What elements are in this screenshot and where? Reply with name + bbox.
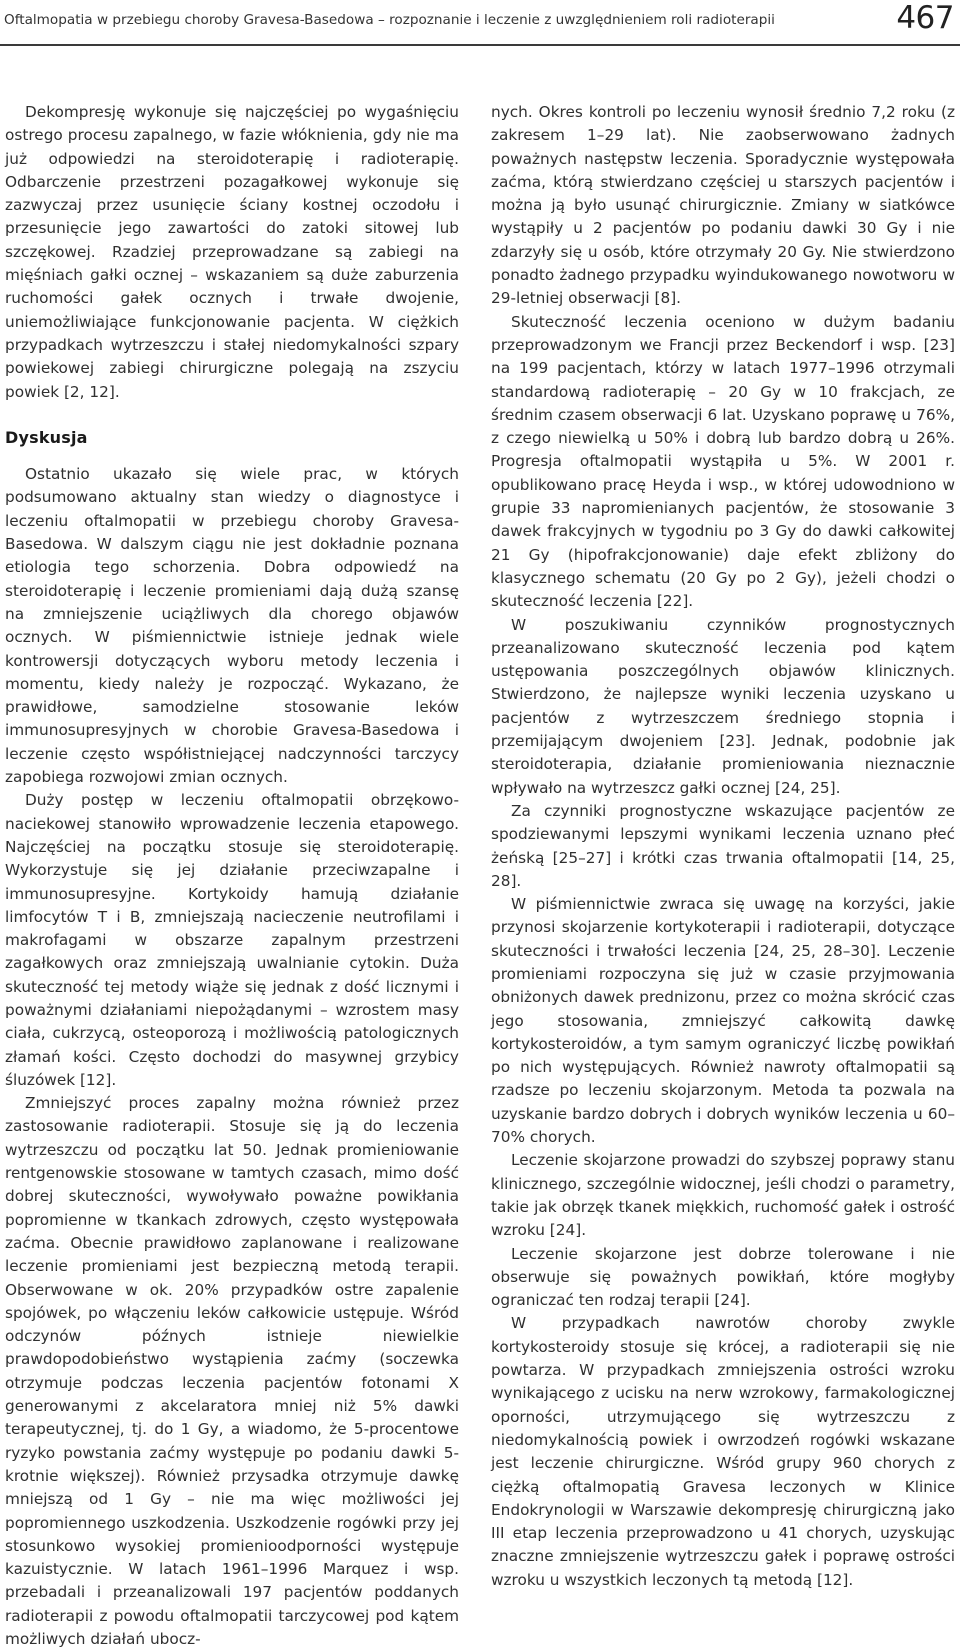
- paragraph-steroid-therapy: Duży postęp w leczeniu oftalmopatii obrzękowo-naciekowej stanowiło wprowadzenie leczenia etapowego. Najczęściej na początku stosuje się steroidoterapię. Wykorzystuje się jej działanie przeciwzapalne i immunosupresyjne. Kortykoidy hamują działanie limfocytów T i B, zmniejszają nacieczenie neutrofilami i makrofagami w obszarze zapalnym przestrzeni zagałkowych oraz zmniejszają uwalnianie cytokin. Duża skuteczność tej metody wiąże się jednak z dość licznymi i poważnymi działaniami niepożądanymi – wzrostem masy ciała, cukrzycą, osteoporozą i możliwością patologicznych złamań kości. Często dochodzi do masywnej grzybicy śluzówek [12].: [5, 791, 459, 1089]
- paragraph-continued: nych. Okres kontroli po leczeniu wynosił średnio 7,2 roku (z zakresem 1–29 lat). Nie zaobserwowano żadnych poważnych następstw leczenia. Sporadycznie występowała zaćma, którą stwierdzano częściej u starszych pacjentów i można ją było usunąć chirurgicznie. Zmiany w siatkówce wystąpiły u 2 pacjentów po podaniu dawki 30 Gy i nie zdarzyły się u osób, które otrzymały 20 Gy. Nie stwierdzono ponadto żadnego przypadku wyindukowanego nowotworu w 29-letniej obserwacji [8].: [491, 103, 955, 308]
- paragraph-combined-improvement: Leczenie skojarzone prowadzi do szybszej poprawy stanu klinicznego, szczególnie widocznej, jeśli chodzi o parametry, takie jak obrzęk tkanek miękkich, ruchomość gałek i ostrość wzroku [24].: [491, 1151, 955, 1240]
- paragraph-gender-factor: Za czynniki prognostyczne wskazujące pacjentów ze spodziewanymi lepszymi wynikami leczenia uznano płeć żeńską [25–27] i krótki czas trwania oftalmopatii [14, 25, 28].: [491, 801, 955, 890]
- section-heading-discussion: Dyskusja: [5, 427, 88, 447]
- paragraph-relapse: W przypadkach nawrotów choroby zwykle kortykosteroidy stosuje się krócej, a radioterapii się nie powtarza. W przypadkach zmniejszenia ostrości wzroku wynikającego z ucisku na nerw wzrokowy, farmakologicznej oporności, utrzymującego się wytrzeszczu z niedomykalnością powiek i owrzodzeń rogówki wskazane jest leczenie chirurgiczne. Wśród grupy 960 chorych z ciężką oftalmopatią Gravesa leczonych w Klinice Endokrynologii w Warszawie dekompresję chirurgiczną jako III etap leczenia przeprowadzono u 41 chorych, uzyskując znaczne zmniejszenie wytrzeszczu gałek i poprawę ostrości wzroku u wszystkich leczonych tą metodą [12].: [491, 1314, 955, 1589]
- paragraph-prognostic-factors: W poszukiwaniu czynników prognostycznych przeanalizowano skuteczność leczenia pod kątem ustępowania poszczególnych objawów klinicznych. Stwierdzono, że najlepsze wyniki leczenia uzyskano u pacjentów z wytrzeszczem średniego stopnia i przemijającym dwojeniem [23]. Jednak, podobnie jak steroidoterapia, działanie promieniowania nieznacznie wpływało na wytrzeszcz gałki ocznej [24, 25].: [491, 615, 955, 797]
- paragraph-decompression: Dekompresję wykonuje się najczęściej po wygaśnięciu ostrego procesu zapalnego, w fazie włóknienia, gdy nie ma już odpowiedzi na steroidoterapię i radioterapię. Odbarczenie przestrzeni pozagałkowej wykonuje się zazwyczaj przez usunięcie ściany kostnej oczodołu i przesunięcie jego zawartości do zatoki sitowej lub szczękowej. Rzadziej przeprowadzane są zabiegi na mięśniach gałki ocznej – wskazaniem są duże zaburzenia ruchomości gałek ocznych i trwałe dwojenie, uniemożliwiające funkcjonowanie pacjenta. W ciężkich przypadkach wytrzeszczu i stałej niedomykalności szpary powiekowej zabiegi chirurgiczne polegają na zszyciu powiek [2, 12].: [5, 103, 459, 401]
- running-title: Oftalmopatia w przebiegu choroby Gravesa-Basedowa – rozpoznanie i leczenie z uwzględnieniem roli radioterapii: [4, 12, 775, 28]
- paragraph-radiotherapy: Zmniejszyć proces zapalny można również przez zastosowanie radioterapii. Stosuje się ją do leczenia wytrzeszczu od początku lat 50. Jednak promieniowanie rentgenowskie stosowane w tamtych czasach, mimo dość dobrej skuteczności, wywoływało poważne powikłania popromienne w tkankach zdrowych, często występowała zaćma. Obecnie prawidłowo zaplanowane i realizowane leczenie promieniami jest bezpieczną metodą terapii. Obserwowane w ok. 20% przypadków ostre zapalenie spojówek, po włączeniu leków całkowicie ustępuje. Wśród odczynów późnych istnieje niewielkie prawdopodobieństwo wystąpienia zaćmy (soczewka otrzymuje podczas leczenia pacjentów fotonami X generowanymi z akcelaratora mniej niż 5% dawki terapeutycznej, tj. do 1 Gy, a wiadomo, że 5-procentowe ryzyko powstania zaćmy występuje po podaniu dawki 5-krotnie większej). Również przysadka otrzymuje dawkę mniejszą od 1 Gy – nie ma więc możliwości jej popromiennego uszkodzenia. Uszkodzenie rogówki przy jej stosunkowo wysokiej promienioodporności występuje kazuistycznie. W latach 1961–1996 Marquez i wsp. przebadali i przeanalizowali 197 pacjentów poddanych radioterapii z powodu oftalmopatii tarczycowej pod kątem możliwych działań ubocz-: [5, 1094, 459, 1648]
- paragraph-discussion-intro: Ostatnio ukazało się wiele prac, w których podsumowano aktualny stan wiedzy o diagnostyce i leczeniu oftalmopatii w przebiegu choroby Gravesa-Basedowa. W dalszym ciągu nie jest dokładnie poznana etiologia tego schorzenia. Dobra odpowiedź na steroidoterapię i leczenie promieniami dają dużą szansę na zmniejszenie uciążliwych dla chorego objawów ocznych. W piśmiennictwie istnieje jednak wiele kontrowersji dotyczących wyboru metody leczenia i momentu, kiedy należy je rozpocząć. Wykazano, że prawidłowe, samodzielne stosowanie leków immunosupresyjnych w chorobie Gravesa-Basedowa i leczenie często współistniejącej nadczynności tarczycy zapobiega rozwojowi zmian ocznych.: [5, 465, 459, 787]
- paragraph-effectiveness: Skuteczność leczenia oceniono w dużym badaniu przeprowadzonym we Francji przez Beckendorf i wsp. [23] na 199 pacjentach, którzy w latach 1977–1996 otrzymali standardową radioterapię – 20 Gy w 10 frakcjach, ze średnim czasem obserwacji 6 lat. Uzyskano poprawę u 76%, z czego niewielką u 50% i dobrą lub bardzo dobrą u 26%. Progresja oftalmopatii wystąpiła u 5%. W 2001 r. opublikowano pracę Heyda i wsp., w której udowodniono w grupie 33 napromienianych pacjentów, że stosowanie 3 dawek frakcyjnych w tygodniu po 3 Gy do dawki całkowitej 21 Gy (hipofrakcjonowanie) daje efekt zbliżony do klasycznego schematu (20 Gy po 2 Gy), jeżeli chodzi o skuteczność leczenia [22].: [491, 312, 955, 611]
- left-column: [5, 101, 459, 1651]
- running-header: [0, 0, 960, 46]
- paragraph-tolerance: Leczenie skojarzone jest dobrze tolerowane i nie obserwuje się poważnych powikłań, które mogłyby ograniczać ten rodzaj terapii [24].: [491, 1244, 955, 1310]
- page-number: 467: [896, 0, 954, 36]
- right-column: [491, 101, 955, 1592]
- paragraph-combined-therapy: W piśmiennictwie zwraca się uwagę na korzyści, jakie przynosi skojarzenie kortykoterapii i radioterapii, dotyczące skuteczności i trwałości leczenia [24, 25, 28–30]. Leczenie promieniami rozpoczyna się już w czasie przyjmowania obniżonych dawek prednizonu, przez co można skrócić czas jego stosowania, zmniejszyć całkowitą dawkę kortykosteroidów, a tym samym ograniczyć liczbę powikłań po nich występujących. Również nawroty oftalmopatii są rzadsze po leczeniu skojarzonym. Metoda ta pozwala na uzyskanie bardzo dobrych i dobrych wyników leczenia u 60–70% chorych.: [491, 895, 955, 1147]
